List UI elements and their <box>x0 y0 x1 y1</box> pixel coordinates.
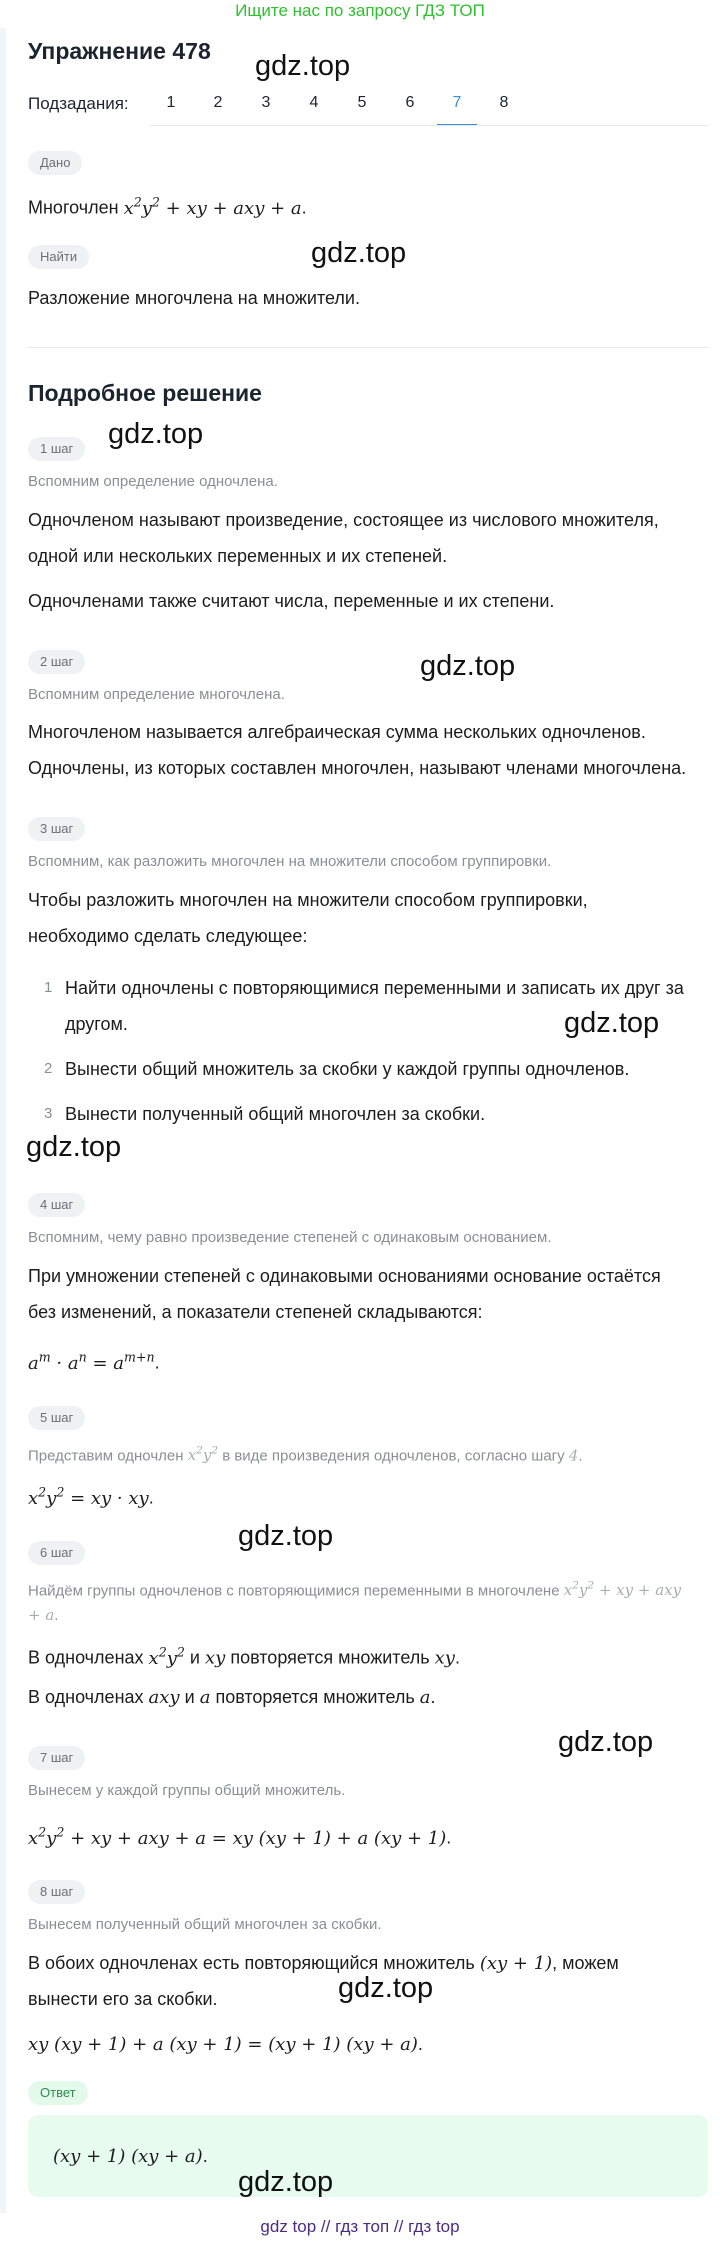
watermark: gdz.top <box>108 418 204 450</box>
list-item-1-text-b: другом. <box>65 1014 128 1034</box>
watermark: gdz.top <box>26 1131 122 1163</box>
tabs-divider <box>150 125 708 126</box>
step-1-text-b: одной или нескольких переменных и их степеней. <box>28 546 448 566</box>
search-banner[interactable]: Ищите нас по запросу ГДЗ ТОП <box>235 1 485 20</box>
step-4-formula: $a^m \cdot a^n = a^{m+n}$. <box>28 1349 160 1374</box>
step-2-hint: Вспомним определение многочлена. <box>28 686 285 703</box>
step-6-text-b: В одночленах axy и a повторяется множитель a. <box>28 1687 436 1708</box>
tab-subtask-2[interactable]: 2 <box>213 94 223 111</box>
left-border <box>0 28 6 2213</box>
subtasks-label: Подзадания: <box>28 94 129 113</box>
step-1-text-c: Одночленами также считают числа, переменные и их степени. <box>28 591 555 611</box>
list-item-3-number: 3 <box>44 1105 53 1122</box>
step-2-text-a: Многочленом называется алгебраическая сумма нескольких одночленов. <box>28 722 646 742</box>
step-6-text-a: В одночленах $x^2y^2$ и xy повторяется множитель xy. <box>28 1644 460 1669</box>
tab-subtask-1[interactable]: 1 <box>166 94 176 111</box>
given-text: Многочлен $x^2y^2$ + xy + axy + a. <box>28 194 307 219</box>
step-6-hint: Найдём группы одночленов с повторяющимися переменными в многочлене $x^2y^2$ + xy + axy + a. <box>28 1580 682 1625</box>
watermark: gdz.top <box>564 1007 660 1039</box>
watermark: gdz.top <box>238 1520 334 1552</box>
step-8-hint: Вынесем полученный общий многочлен за скобки. <box>28 1916 382 1933</box>
watermark: gdz.top <box>338 1972 434 2004</box>
tab-subtask-7[interactable]: 7 <box>452 94 462 111</box>
step-3-text-a: Чтобы разложить многочлен на множители способом группировки, <box>28 890 588 910</box>
watermark: gdz.top <box>558 1726 654 1758</box>
step-1-hint: Вспомним определение одночлена. <box>28 473 278 490</box>
list-item-2-number: 2 <box>44 1060 53 1077</box>
step-1-label: 1 шаг <box>28 437 85 461</box>
given-label: Дано <box>28 151 82 175</box>
step-3-label: 3 шаг <box>28 817 85 841</box>
watermark: gdz.top <box>420 650 516 682</box>
tab-subtask-6[interactable]: 6 <box>405 94 415 111</box>
answer-label: Ответ <box>28 2081 88 2105</box>
watermark: gdz.top <box>311 237 407 269</box>
step-8-text-b: вынести его за скобки. <box>28 1989 218 2009</box>
step-5-hint: Представим одночлен $x^2y^2$ в виде произведения одночленов, согласно шагу 4. <box>28 1445 583 1465</box>
step-8-label: 8 шаг <box>28 1880 85 1904</box>
step-7-label: 7 шаг <box>28 1746 85 1770</box>
watermark: gdz.top <box>255 50 351 82</box>
step-4-text-a: При умножении степеней с одинаковыми основаниями основание остаётся <box>28 1266 661 1286</box>
list-item-3-text: Вынести полученный общий многочлен за скобки. <box>65 1104 486 1124</box>
footer-links[interactable]: gdz top // гдз топ // гдз top <box>260 2217 460 2236</box>
step-8-text-a: В обоих одночленах есть повторяющийся множитель (xy + 1), можем <box>28 1953 619 1974</box>
tab-subtask-8[interactable]: 8 <box>499 94 509 111</box>
tab-subtask-5[interactable]: 5 <box>357 94 367 111</box>
step-4-label: 4 шаг <box>28 1193 85 1217</box>
step-7-hint: Вынесем у каждой группы общий множитель. <box>28 1782 346 1799</box>
section-divider <box>28 347 708 348</box>
step-5-label: 5 шаг <box>28 1406 85 1430</box>
step-4-hint: Вспомним, чему равно произведение степеней с одинаковым основанием. <box>28 1229 552 1246</box>
step-5-formula: $x^2y^2$ = xy · xy. <box>28 1484 154 1509</box>
step-2-text-b: Одночлены, из которых составлен многочлен, называют членами многочлена. <box>28 758 687 778</box>
solution-title: Подробное решение <box>28 380 262 406</box>
step-4-text-b: без изменений, а показатели степеней складываются: <box>28 1302 483 1322</box>
step-1-text-a: Одночленом называют произведение, состоящее из числового множителя, <box>28 510 659 530</box>
step-3-hint: Вспомним, как разложить многочлен на множители способом группировки. <box>28 853 552 870</box>
step-7-formula: $x^2y^2$ + xy + axy + a = xy (xy + 1) + a (xy + 1). <box>28 1824 452 1849</box>
step-6-label: 6 шаг <box>28 1541 85 1565</box>
list-item-1-text-a: Найти одночлены с повторяющимися переменными и записать их друг за <box>65 978 684 998</box>
find-text: Разложение многочлена на множители. <box>28 288 360 308</box>
list-item-2-text: Вынести общий множитель за скобки у каждой группы одночленов. <box>65 1059 630 1079</box>
page-title: Упражнение 478 <box>28 38 211 64</box>
find-label: Найти <box>28 245 89 269</box>
tab-subtask-3[interactable]: 3 <box>261 94 271 111</box>
step-2-label: 2 шаг <box>28 650 85 674</box>
list-item-1-number: 1 <box>44 979 53 996</box>
watermark: gdz.top <box>238 2166 334 2198</box>
answer-formula: (xy + 1) (xy + a). <box>53 2146 208 2167</box>
step-8-formula: xy (xy + 1) + a (xy + 1) = (xy + 1) (xy + a). <box>28 2034 423 2055</box>
step-3-text-b: необходимо сделать следующее: <box>28 926 308 946</box>
tab-subtask-4[interactable]: 4 <box>309 94 319 111</box>
